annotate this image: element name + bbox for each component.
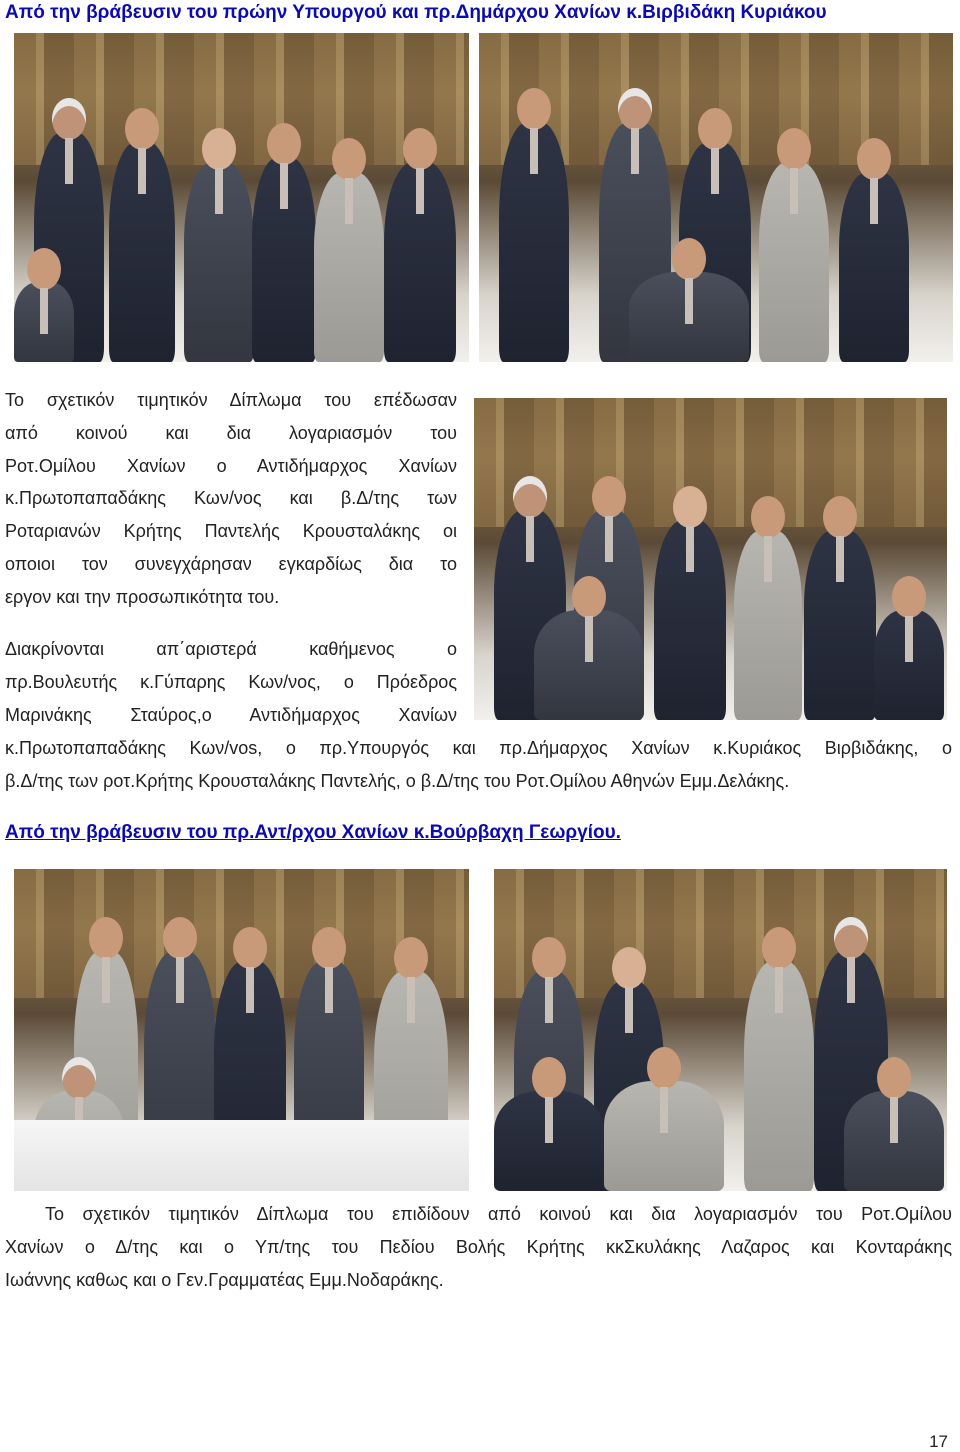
text-line: εργον και την προσωπικότητα του.: [5, 586, 280, 607]
page-heading: Από την βράβευσιν του πρώην Υπουργού και πρ.Δημάρχου Χανίων κ.Βιρβιδάκη Κυριάκου: [5, 2, 827, 23]
text-line: πρ.Βουλευτής κ.Γύπαρης Κων/νος, ο Πρόεδρος: [5, 671, 457, 692]
second-award-description: [5, 1198, 952, 1296]
text-line: Μαρινάκης Σταύρος,ο Αντιδήμαρχος Χανίων: [5, 704, 457, 725]
text-line: από κοινού και δια λογαριασμόν του: [5, 422, 457, 443]
text-line: κ.Πρωτοπαπαδάκης Κων/νος και β.Δ/της των: [5, 488, 457, 509]
photo-award-ceremony-2: [479, 33, 953, 362]
text-line: οποιοι τον συνεγχάρησαν εγκαρδίως δια το: [5, 553, 457, 574]
text-line: Το σχετικόν τιμητικόν Δίπλωμα του επιδίδουν από κοινού και δια λογαριασμόν του Ροτ.Ομίλου: [45, 1204, 952, 1224]
text-line: κ.Πρωτοπαπαδάκης Κων/vos, ο πρ.Υπουργός και πρ.Δήμαρχος Χανίων κ.Κυριάκος Βιρβιδάκης, ο: [5, 738, 952, 758]
photo-award-ceremony-4: [14, 869, 469, 1191]
photo-award-ceremony-3: [474, 398, 947, 720]
text-line: Ροτ.Ομίλου Χανίων ο Αντιδήμαρχος Χανίων: [5, 455, 457, 476]
text-line: Διακρίνονται απ΄αριστερά καθήμενος ο: [5, 639, 457, 659]
photo-award-ceremony-5: [494, 869, 947, 1191]
text-line: β.Δ/της των ροτ.Κρήτης Κρουσταλάκης Παντελής, ο β.Δ/της του Ροτ.Ομίλου Αθηνών Εμμ.Δελάκης.: [5, 770, 790, 791]
award-description-paragraph: [5, 384, 457, 614]
text-line: Ιωάννης καθως και ο Γεν.Γραμματέας Εμμ.Νοδαράκης.: [5, 1269, 444, 1290]
people-identification-paragraph: [5, 633, 457, 731]
photo-award-ceremony-1: [14, 33, 469, 362]
text-line: Ροταριανών Κρήτης Παντελής Κρουσταλάκης οι: [5, 521, 457, 542]
people-identification-continued: [5, 732, 952, 798]
text-line: Το σχετικόν τιμητικόν Δίπλωμα του επέδωσαν: [5, 390, 457, 410]
section-heading: Από την βράβευσιν του πρ.Αντ/ρχου Χανίων κ.Βούρβαχη Γεωργίου.: [5, 822, 621, 843]
page-number: 17: [929, 1432, 948, 1451]
text-line: Χανίων ο Δ/της και ο Υπ/της του Πεδίου Βολής Κρήτης κκΣκυλάκης Λαζαρος και Κονταράκης: [5, 1236, 952, 1257]
